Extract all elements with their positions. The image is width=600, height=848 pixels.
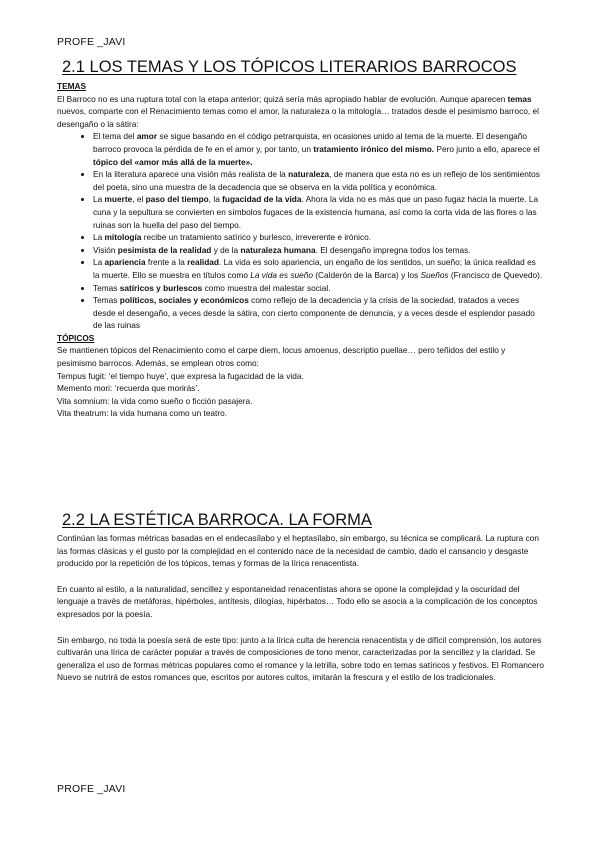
text-run: como muestra del malestar social. (202, 282, 331, 293)
bold-text: pesimista de la realidad (117, 244, 212, 255)
topico-line: Vita theatrum: la vida humana como un teatro. (57, 408, 228, 419)
estetica-paragraph: Sin embargo, no toda la poesía será de este tipo: junto a la lírica culta de herencia renacentista y de difícil comprensión, los autores cultivarán una lírica de carácter popular a través de composiciones de tono menor, caracterizadas por la sencillez y la claridad. Se generaliza el uso de formas métricas populares como el romance y la letrilla, sobre todo en temas satíricos y festivos. El Romancero Nuevo se nutrirá de estos romances que, escritos por autores cultos, imitarán la frescura y el estilo de los tradicionales. (57, 634, 544, 683)
subheading-topicos: TÓPICOS (57, 332, 95, 343)
text-run: Temas (93, 282, 120, 293)
bold-text: fugacidad de la vida (222, 194, 302, 205)
temas-item (93, 282, 544, 295)
text-run: nuevos, comparte con el Renacimiento temas como el amor, la naturaleza o la mitología… tratados desde el pesimismo barroco, el desengaño o la sátira: (57, 106, 539, 129)
section-title-estetica: 2.2 LA ESTÉTICA BARROCA. LA FORMA (62, 511, 372, 529)
bold-text: políticos, sociales y económicos (119, 295, 249, 306)
text-run: (Francisco de Quevedo). (448, 269, 543, 280)
temas-intro (57, 93, 544, 131)
bold-text: naturaleza humana (240, 244, 316, 255)
text-run: Temas (93, 295, 120, 306)
text-run: La (93, 257, 105, 268)
subheading-temas: TEMAS (57, 81, 87, 91)
bold-text: tratamiento irónico del mismo. (313, 143, 435, 154)
text-run: frente a la (145, 257, 188, 268)
bold-text: realidad (187, 257, 219, 268)
temas-item (93, 231, 544, 244)
bold-text: mitología (104, 232, 142, 243)
section-2-body (57, 532, 544, 684)
topico-line: Memento mori: ‘recuerda que morirás’. (57, 383, 200, 394)
section-1-body (57, 80, 544, 420)
text-run: , la (208, 194, 223, 205)
temas-list (57, 130, 544, 332)
bold-text: amor (136, 131, 158, 142)
text-run: y de la (211, 244, 241, 255)
temas-item (93, 294, 544, 332)
section-title-temas-topicos: 2.1 LOS TEMAS Y LOS TÓPICOS LITERARIOS BARROCOS (62, 58, 517, 76)
temas-item (93, 244, 544, 257)
text-run: , el (132, 194, 146, 205)
topicos-intro: Se mantienen tópicos del Renacimiento como el carpe diem, locus amoenus, descriptio puellae… pero teñidos del estilo y pesimismo barrocos. Además, se emplean otros como: (57, 345, 506, 369)
text-run: . El desengaño impregna todos los temas. (315, 244, 471, 255)
text-run: se sigue basando en el código petrarquista, en ocasiones unido al tema de la muerte. El desengaño barroco provoca la pérdida de fe en el amor y, por tanto, un (93, 131, 528, 154)
temas-item (93, 130, 544, 168)
text-run: Pero junto a ello, aparece el (434, 143, 540, 154)
estetica-paragraph: En cuanto al estilo, a la naturalidad, sencillez y espontaneidad renacentistas ahora se opone la complejidad y la oscuridad del lenguaje a través de metáforas, hipérboles, antítesis, dilogías, hipérbatos… Todo ello se asocia a la complicación de los conceptos expresados por la poesía. (57, 583, 538, 619)
page-header: PROFE _JAVI (57, 36, 126, 48)
text-run: como reflejo de la decadencia y la crisis de la sociedad, tratados a veces desde el desengaño, a veces desde la sátira, con cierto componente de denuncia, y a veces desde el esplendor pasado de las ruinas (93, 295, 535, 331)
bold-text: muerte (104, 194, 133, 205)
text-run: La (93, 232, 105, 243)
text-run: El tema del (93, 131, 137, 142)
bold-text: paso del tiempo (145, 194, 209, 205)
topico-line: Tempus fugit: ‘el tiempo huye’, que expresa la fugacidad de la vida. (57, 370, 304, 381)
italic-title: Sueños (420, 269, 449, 280)
text-run: , de manera que esta no es un reflejo de los sentimientos del poeta, sino una muestra de la decadencia que se observa en la vida política y económica. (93, 169, 540, 192)
text-run: En la literatura aparece una visión más realista de la (93, 169, 289, 180)
text-run: Visión (93, 244, 118, 255)
text-run: (Calderón de la Barca) y los (312, 269, 421, 280)
bold-text: naturaleza (288, 169, 330, 180)
page-footer: PROFE _JAVI (57, 783, 126, 795)
topico-line: Vita somnium: la vida como sueño o ficción pasajera. (57, 395, 253, 406)
bold-text: temas (507, 93, 532, 104)
temas-item (93, 256, 544, 281)
italic-title: La vida es sueño (250, 269, 313, 280)
text-run: . Ahora la vida no es más que un paso fugaz hacia la muerte. La cuna y la sepultura se convierten en símbolos fugaces de la existencia humana, así como la corta vida de las flores o las ruinas son la huella del paso del tiempo. (93, 194, 539, 230)
estetica-paragraph: Continúan las formas métricas basadas en el endecasílabo y el heptasílabo, sin embargo, su técnica se complicará. La ruptura con las formas clásicas y el gusto por la complejidad en el contenido nace de la necesidad de cambio, dado el cansancio y desgaste producido por la repetición de los tópicos, temas y formas de la lírica renacentista. (57, 533, 539, 569)
temas-item (93, 193, 544, 231)
bold-text: apariencia (104, 257, 146, 268)
text-run: . La vida es solo apariencia, un engaño de los sentidos, un sueño; la única realidad es la muerte. Ello se muestra en títulos como (93, 257, 536, 280)
bold-text: satíricos y burlescos (119, 282, 203, 293)
bold-text: tópico del «amor más allá de la muerte». (93, 156, 253, 167)
text-run: recibe un tratamiento satírico y burlesco, irreverente e irónico. (141, 232, 372, 243)
text-run: El Barroco no es una ruptura total con la etapa anterior; quizá sería más apropiado hablar de evolución. Aunque aparecen (57, 93, 508, 104)
text-run: La (93, 194, 105, 205)
temas-item (93, 168, 544, 193)
